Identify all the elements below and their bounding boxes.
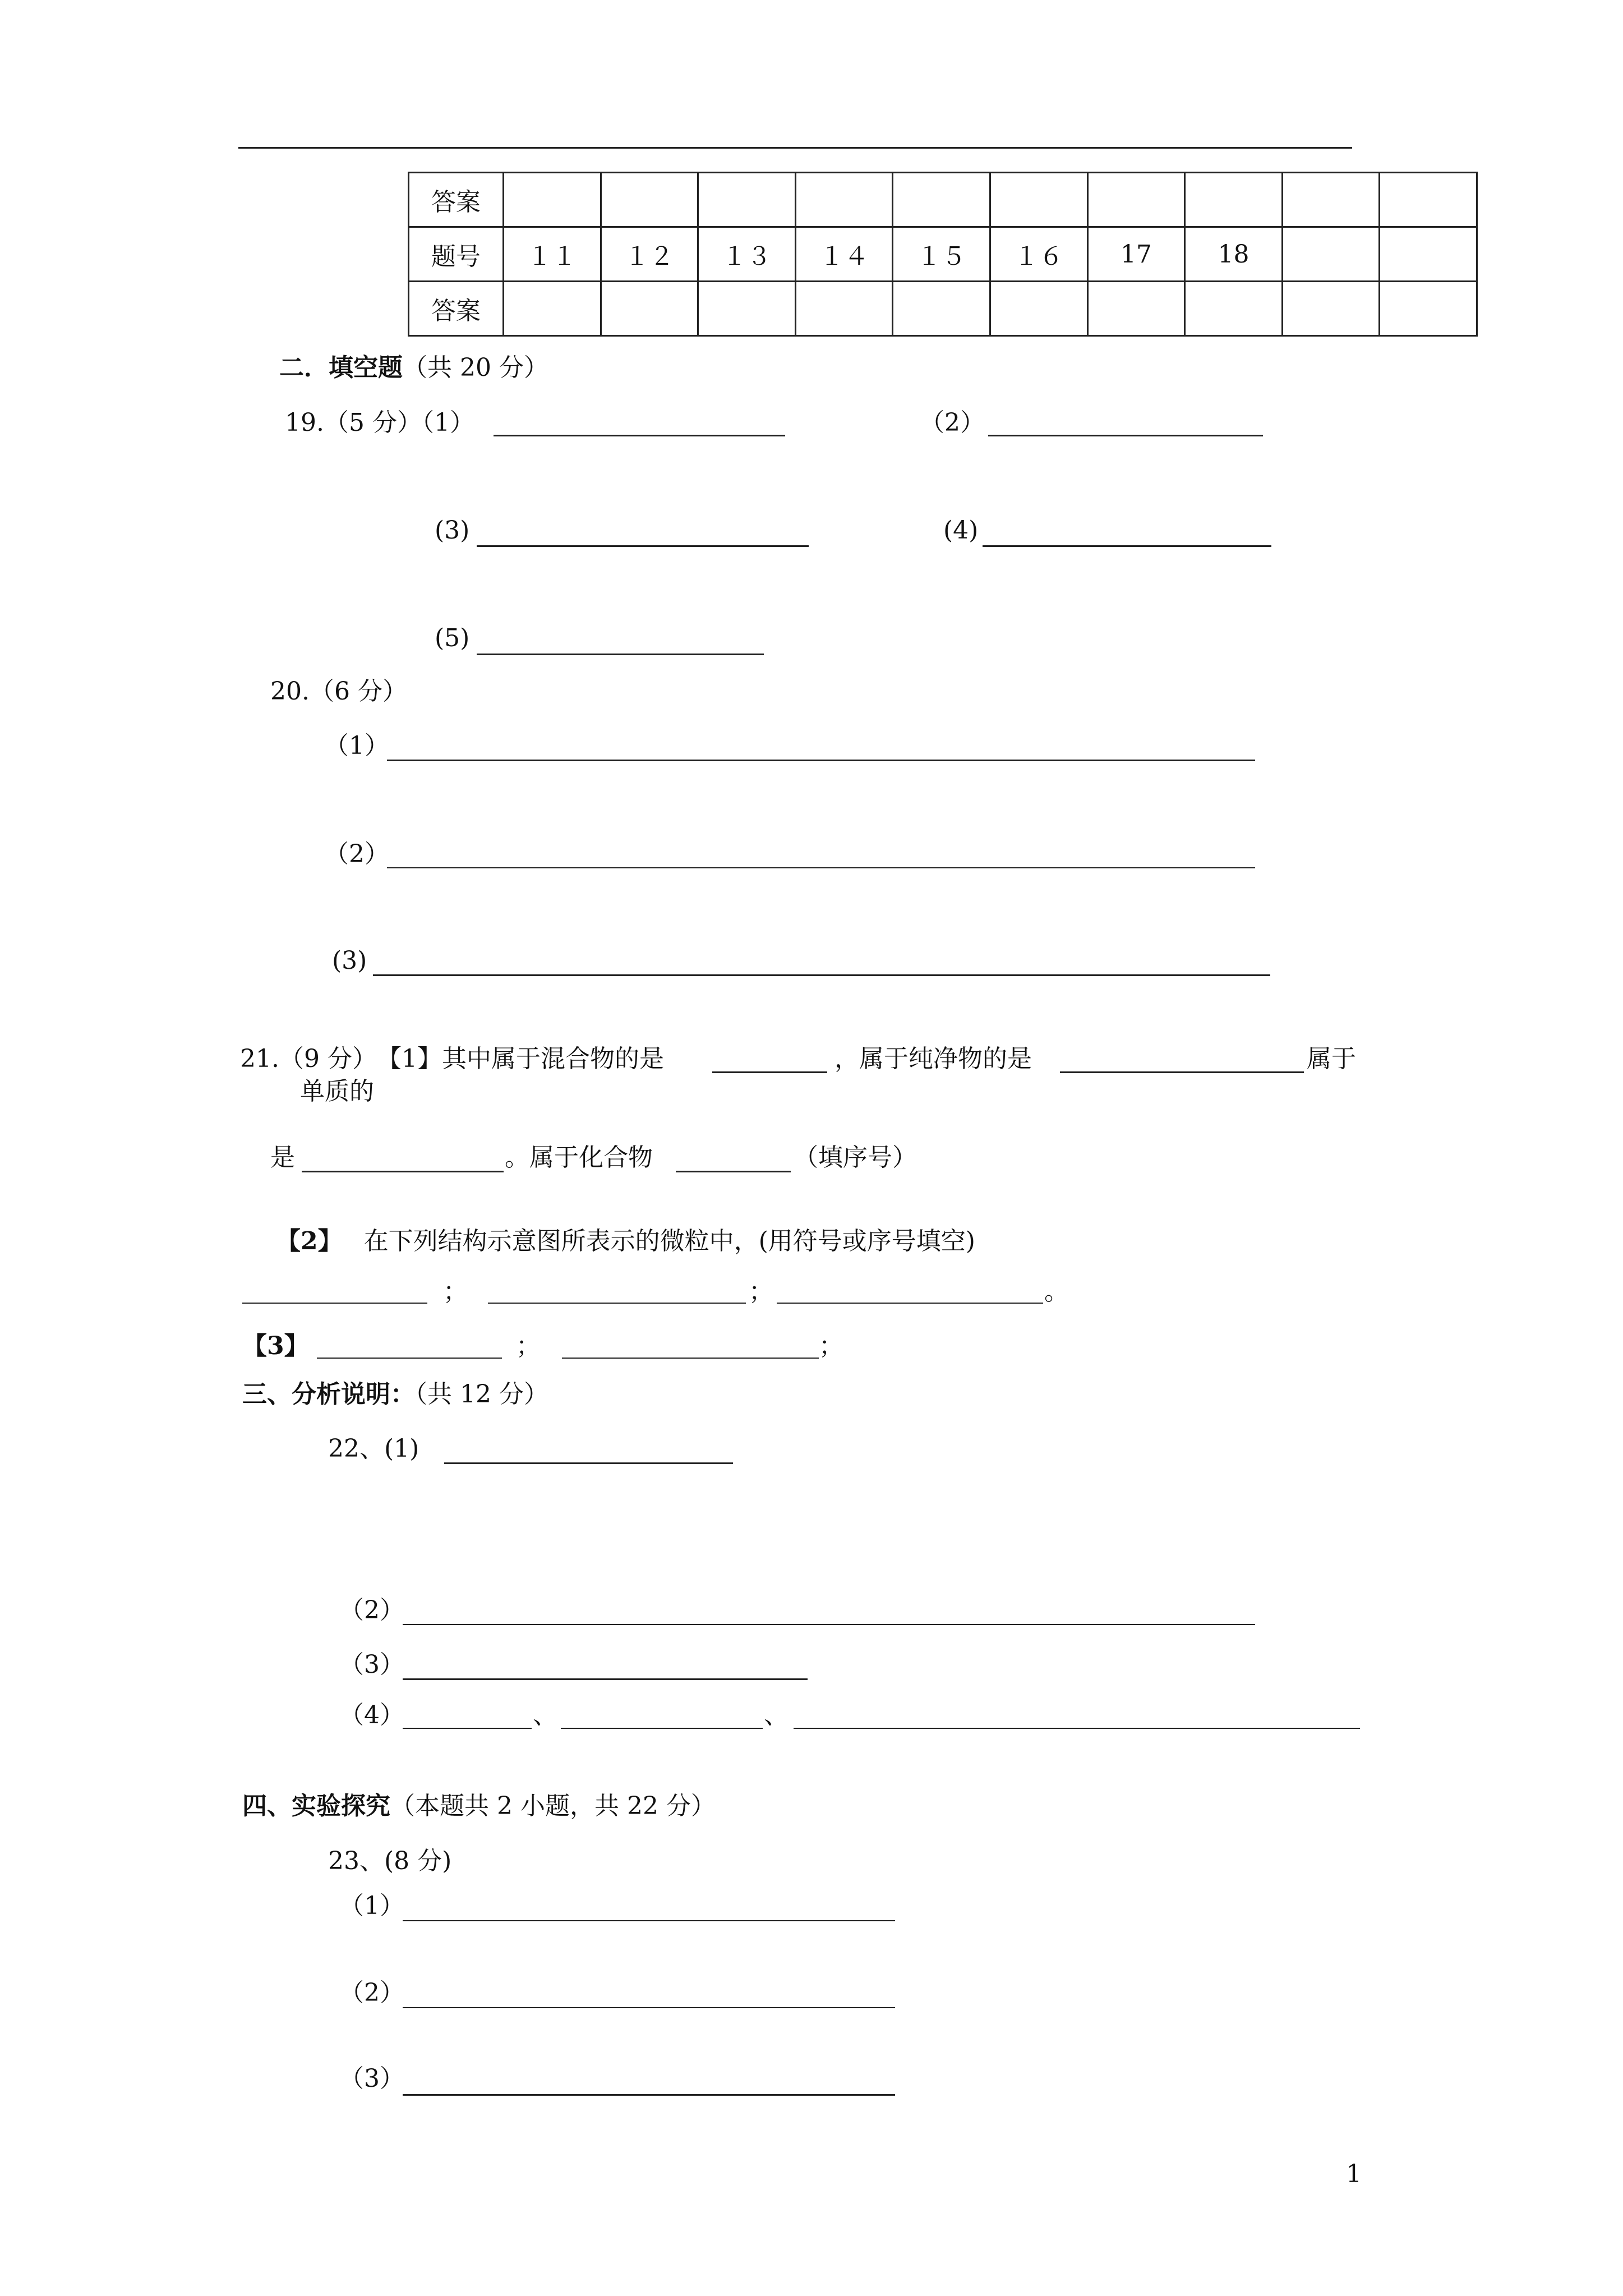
answer-cell[interactable]	[698, 173, 796, 227]
q21-part2-line	[276, 1226, 975, 1257]
q22-blank-3[interactable]	[403, 1678, 808, 1680]
q19-part4-label: (4)	[943, 516, 979, 545]
answer-cell[interactable]	[504, 282, 601, 336]
q21-part3-blank-1[interactable]	[317, 1358, 502, 1359]
q21-part3-sep-1: ；	[516, 1332, 541, 1360]
q21-pure-blank[interactable]	[1060, 1071, 1304, 1073]
q21-part2-sep-2: ；	[749, 1277, 773, 1306]
answer-cell[interactable]	[698, 282, 796, 336]
q19-blank-1[interactable]	[494, 435, 785, 436]
section4-heading: 四、实验探究	[242, 1792, 390, 1820]
row-label: 答案	[409, 282, 504, 336]
q21-part2-blank-2[interactable]	[488, 1303, 746, 1304]
section3-score: （共 12 分）	[415, 1380, 548, 1409]
question-number-cell	[1380, 227, 1477, 282]
table-row	[409, 227, 1477, 282]
q21-part2-sep-1: ；	[443, 1277, 468, 1306]
section2-heading-line	[279, 352, 548, 384]
q19-blank-3[interactable]	[477, 545, 809, 547]
q21-part2-end: 。	[1044, 1277, 1069, 1306]
q23-part3-label: （3）	[339, 2064, 404, 2093]
answer-cell[interactable]	[601, 282, 698, 336]
answer-cell[interactable]	[1380, 282, 1477, 336]
q21-element-blank[interactable]	[302, 1171, 504, 1172]
q21-line3-text-a: 是	[270, 1143, 295, 1172]
question-number-cell: １５	[893, 227, 990, 282]
q21-part2-text: 在下列结构示意图所表示的微粒中，(用符号或序号填空)	[363, 1227, 975, 1255]
q20-part2-label: （2）	[324, 840, 389, 868]
q22-blank-4b[interactable]	[561, 1728, 763, 1729]
answer-cell[interactable]	[1185, 173, 1283, 227]
section4-heading-line	[242, 1791, 716, 1822]
answer-cell[interactable]	[990, 282, 1087, 336]
q21-line3-text-b: 。属于化合物	[505, 1143, 653, 1172]
answer-cell[interactable]	[1282, 173, 1380, 227]
table-row	[409, 173, 1477, 227]
answer-cell[interactable]	[1087, 282, 1185, 336]
question-number-cell: １６	[990, 227, 1087, 282]
q20-label: 20.（6 分）	[270, 677, 407, 706]
q23-label: 23、(8 分)	[328, 1847, 452, 1875]
q22-part4-label: （4）	[339, 1701, 404, 1729]
table-row	[409, 282, 1477, 336]
question-number-cell: １４	[795, 227, 893, 282]
question-number-cell: 17	[1087, 227, 1185, 282]
q21-part3-sep-2: ；	[819, 1332, 843, 1360]
q23-blank-3[interactable]	[403, 2094, 895, 2096]
q21-line3-text-c: （填序号）	[794, 1143, 917, 1172]
q23-blank-2[interactable]	[403, 2007, 895, 2008]
answer-table	[408, 172, 1478, 337]
q21-line2-text: 单质的	[300, 1077, 374, 1106]
answer-cell[interactable]	[893, 282, 990, 336]
q22-blank-4a[interactable]	[403, 1728, 532, 1729]
q22-part3-label: （3）	[339, 1650, 404, 1679]
answer-cell[interactable]	[601, 173, 698, 227]
answer-cell[interactable]	[795, 282, 893, 336]
q22-blank-1[interactable]	[444, 1462, 733, 1464]
answer-cell[interactable]	[1087, 173, 1185, 227]
answer-cell[interactable]	[990, 173, 1087, 227]
q21-line1-label: 21.（9 分）	[240, 1045, 377, 1073]
question-number-cell	[1282, 227, 1380, 282]
q19-blank-5[interactable]	[477, 654, 764, 655]
q20-part3-label: (3)	[332, 946, 367, 975]
q20-blank-1[interactable]	[387, 760, 1255, 761]
q19-blank-4[interactable]	[983, 545, 1271, 547]
q22-part2-label: （2）	[339, 1596, 404, 1625]
q19-part2-label: （2）	[920, 408, 985, 437]
q23-blank-1[interactable]	[403, 1920, 895, 1921]
section2-score: （共 20 分）	[403, 353, 548, 382]
q19-part5-label: (5)	[435, 624, 470, 652]
question-number-cell: １１	[504, 227, 601, 282]
q20-blank-3[interactable]	[373, 974, 1270, 976]
q19-blank-2[interactable]	[988, 435, 1263, 436]
question-number-cell: １３	[698, 227, 796, 282]
q23-part2-label: （2）	[339, 1978, 404, 2007]
page-number: 1	[1346, 2160, 1362, 2188]
answer-cell[interactable]	[1185, 282, 1283, 336]
q21-part2-blank-3[interactable]	[777, 1303, 1043, 1304]
row-label: 答案	[409, 173, 504, 227]
section4-score: （本题共 2 小题，共 22 分）	[390, 1792, 716, 1820]
section3-heading: 三、分析说明：	[242, 1380, 415, 1409]
q21-mixture-blank[interactable]	[712, 1071, 827, 1073]
q22-label: 22、(1)	[328, 1434, 419, 1463]
q21-part2-blank-1[interactable]	[242, 1303, 427, 1304]
answer-cell[interactable]	[1380, 173, 1477, 227]
q22-blank-4c[interactable]	[794, 1728, 1360, 1729]
row-label: 题号	[409, 227, 504, 282]
q19-label: 19.（5 分）（1）	[285, 408, 474, 437]
q19-part3-label: (3)	[435, 516, 470, 545]
q21-line1-text-c: 属于	[1307, 1045, 1356, 1073]
answer-cell[interactable]	[504, 173, 601, 227]
q20-part1-label: （1）	[324, 731, 389, 760]
question-number-cell: 18	[1185, 227, 1283, 282]
q22-blank-2[interactable]	[403, 1624, 1255, 1625]
header-rule	[238, 147, 1352, 149]
answer-cell[interactable]	[795, 173, 893, 227]
section3-heading-line	[242, 1379, 548, 1410]
q22-part4-sep-1: 、	[533, 1701, 557, 1729]
q23-part1-label: （1）	[339, 1892, 404, 1920]
q21-part2-label: 【2】	[276, 1227, 343, 1255]
q21-line1-text-a: 【1】其中属于混合物的是	[377, 1045, 664, 1073]
q22-part4-sep-2: 、	[764, 1701, 789, 1729]
q21-part3-blank-2[interactable]	[562, 1358, 819, 1359]
section2-heading: 二．填空题	[279, 353, 403, 382]
q21-part3-label: 【3】	[242, 1332, 309, 1360]
question-number-cell: １２	[601, 227, 698, 282]
q20-blank-2[interactable]	[387, 867, 1255, 868]
q21-line1-text-b: ，属于纯净物的是	[834, 1045, 1032, 1073]
answer-cell[interactable]	[1282, 282, 1380, 336]
q21-compound-blank[interactable]	[676, 1171, 791, 1172]
answer-cell[interactable]	[893, 173, 990, 227]
